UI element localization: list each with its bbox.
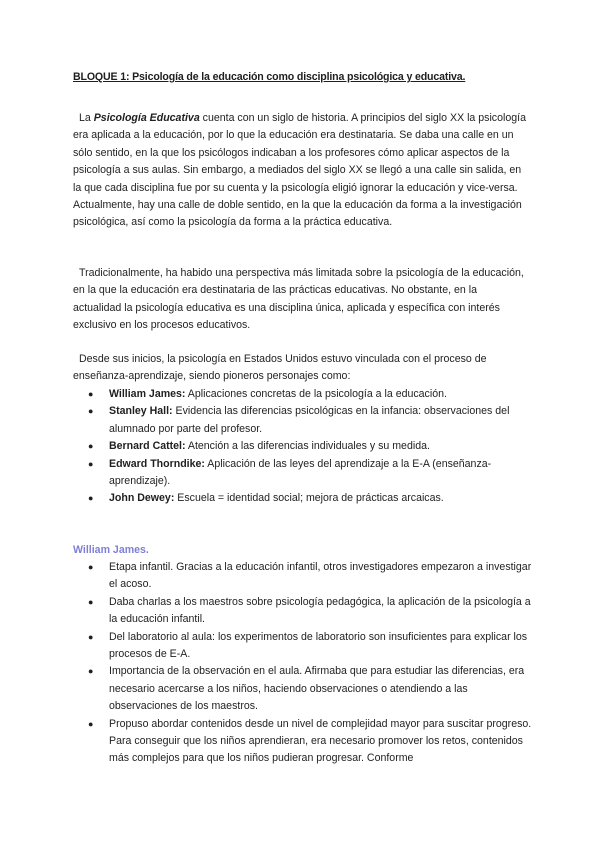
pioneer-desc: Evidencia las diferencias psicológicas en la infancia: observaciones del alumnado por parte del profesor. xyxy=(109,405,510,435)
list-item xyxy=(73,403,533,438)
list-item: ● Etapa infantil. Gracias a la educación infantil, otros investigadores empezaron a investigar el acoso. xyxy=(73,559,533,594)
list-item xyxy=(73,490,533,507)
pioneer-name: Edward Thorndike: xyxy=(109,457,205,470)
pioneer-name: John Dewey: xyxy=(109,492,175,505)
section-heading: BLOQUE 1: Psicología de la educación como disciplina psicológica y educativa. xyxy=(73,71,466,83)
list-item: ● Propuso abordar contenidos desde un nivel de complejidad mayor para suscitar progreso. Para conseguir que los niños aprendieran, era necesario promover los retos, contenidos más complejos para que los niños pudieran progresar. Conforme xyxy=(73,716,533,768)
william-james-notes xyxy=(73,559,533,768)
intro-paragraph xyxy=(73,110,528,232)
pioneer-name: Stanley Hall: xyxy=(109,405,173,418)
pioneer-name: William James: xyxy=(109,388,186,400)
list-item: ● Daba charlas a los maestros sobre psicología pedagógica, la aplicación de la psicología a la educación infantil. xyxy=(73,594,533,629)
origins-paragraph: Desde sus inicios, la psicología en Estados Unidos estuvo vinculada con el proceso de enseñanza-aprendizaje, siendo pioneros personajes como: xyxy=(73,353,487,383)
pioneer-desc: Escuela = identidad social; mejora de prácticas arcaicas. xyxy=(174,492,444,505)
william-james-title: William James. xyxy=(73,544,149,556)
pioneer-desc: Aplicación de las leyes del aprendizaje a la E-A (enseñanza-aprendizaje). xyxy=(109,457,492,488)
pioneer-name: Bernard Cattel: xyxy=(109,440,186,453)
pioneer-desc: Atención a las diferencias individuales y su medida. xyxy=(185,440,430,453)
pioneer-desc: Aplicaciones concretas de la psicología a la educación. xyxy=(185,388,447,400)
tradition-paragraph: Tradicionalmente, ha habido una perspectiva más limitada sobre la psicología de la educación, en la que la educación era destinataria de las prácticas educativas. No obstante, en la actualidad la psicología educativa es una disciplina única, aplicada y específica con interés exclusivo en los procesos educativos. xyxy=(73,267,524,332)
list-item xyxy=(73,456,533,491)
intro-emphasis: Psicología Educativa xyxy=(93,112,200,124)
list-item xyxy=(73,386,533,403)
intro-prefix: La xyxy=(79,112,94,124)
list-item xyxy=(73,438,533,455)
list-item: ● Del laboratorio al aula: los experimentos de laboratorio son insuficientes para explicar los procesos de E-A. xyxy=(73,629,533,664)
list-item: ● Importancia de la observación en el aula. Afirmaba que para estudiar las diferencias, era necesario acercarse a los niños, haciendo observaciones o atendiendo a las observaciones de los maestros. xyxy=(73,663,533,715)
pioneers-list xyxy=(73,386,533,508)
intro-rest: cuenta con un siglo de historia. A principios del siglo XX la psicología era aplicada a la educación, por lo que la educación era destinataria. Se daba una calle en un sólo sentido, en la que los psicólogos indicaban a los profesores cómo aplicar aspectos de la psicología a sus aulas. Sin embargo, a mediados del siglo XX se llegó a una calle sin salida, en la que cada disciplina fue por su cuenta y la psicología eligió ignorar la educación y vice-versa. Actualmente, hay una calle de doble sentido, en la que la educación da forma a la investigación psicológica, así como la psicología da forma a la práctica educativa. xyxy=(73,112,526,229)
